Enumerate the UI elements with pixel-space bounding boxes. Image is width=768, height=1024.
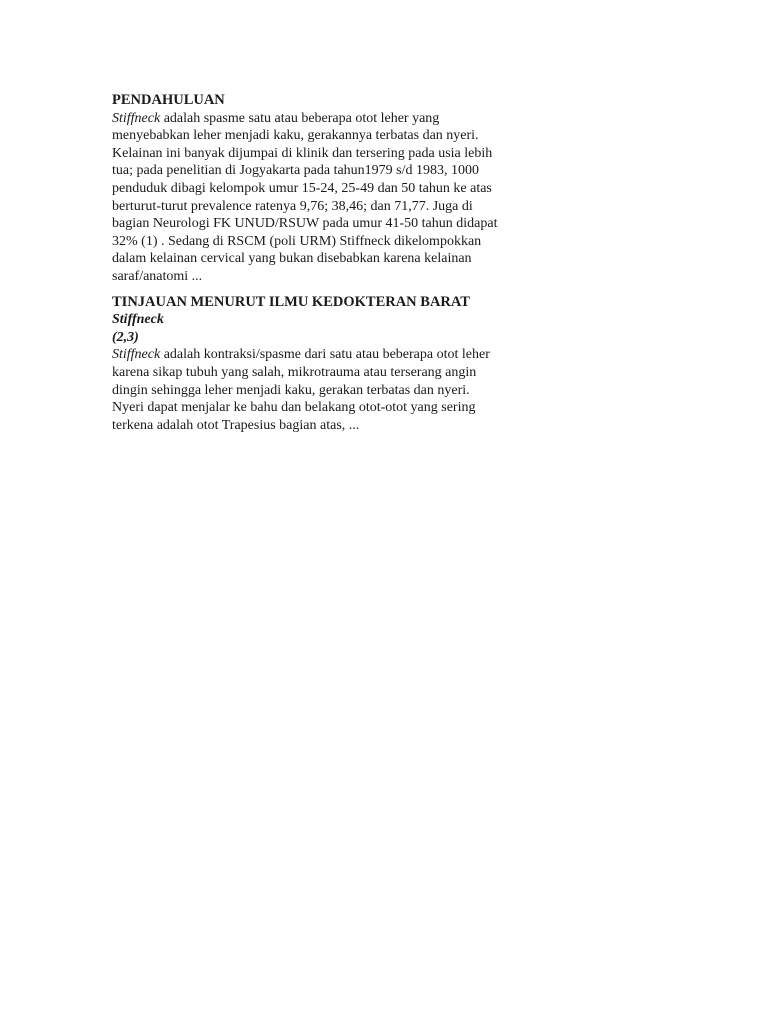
heading-western-medicine: TINJAUAN MENURUT ILMU KEDOKTERAN BARAT — [112, 293, 470, 310]
stiffneck-term: Stiffneck — [112, 347, 161, 363]
section-gap — [112, 286, 502, 294]
subheading-stiffneck: Stiffneck — [112, 312, 164, 328]
western-text: adalah kontraksi/spasme dari satu atau beberapa otot leher karena sikap tubuh yang salah, mikrotrauma atau terserang angin dingin sehingga leher menjadi kaku, gerakan terbatas dan nyeri. Nyeri dapat menjalar ke bahu dan belakang otot-otot yang sering terkena adalah otot Trapesius bagian atas, ... — [112, 347, 490, 433]
intro-paragraph — [112, 110, 502, 286]
document-content — [112, 92, 502, 434]
stiffneck-term: Stiffneck — [112, 110, 161, 126]
intro-text: adalah spasme satu atau beberapa otot leher yang menyebabkan leher menjadi kaku, gerakannya terbatas dan nyeri. Kelainan ini banyak dijumpai di klinik dan tersering pada usia lebih tua; pada penelitian di Jogyakarta pada tahun1979 s/d 1983, 1000 penduduk dibagi kelompok umur 15-24, 25-49 dan 50 tahun ke atas berturut-turut prevalence ratenya 9,76; 38,46; dan 71,77. Juga di bagian Neurologi FK UNUD/RSUW pada umur 41-50 tahun didapat 32% (1) . Sedang di RSCM (poli URM) Stiffneck dikelompokkan dalam kelainan cervical yang bukan disebabkan karena kelainan saraf/anatomi ... — [112, 110, 498, 284]
subheading-reference: (2,3) — [112, 329, 139, 345]
western-paragraph — [112, 346, 502, 434]
heading-pendahuluan: PENDAHULUAN — [112, 92, 225, 108]
